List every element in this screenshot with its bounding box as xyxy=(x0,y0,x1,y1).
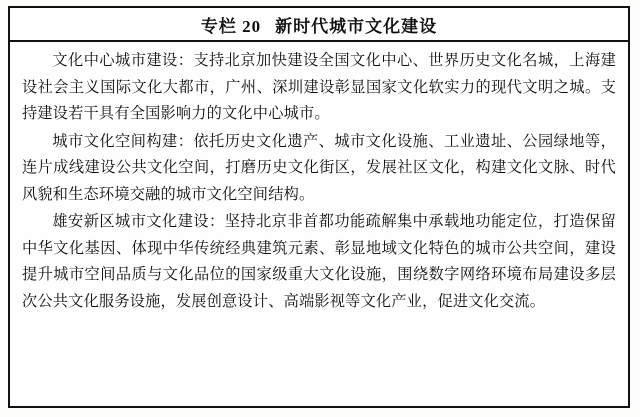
paragraph-cultural-center-cities: 文化中心城市建设：支持北京加快建设全国文化中心、世界历史文化名城，上海建设社会主义国际文化大都市，广州、深圳建设彰显国家文化软实力的现代文明之城。支持建设若干具有全国影响力的文化中心城市。 xyxy=(22,52,616,122)
callout-heading: 新时代城市文化建设 xyxy=(275,16,438,36)
callout-body xyxy=(10,42,628,320)
callout-title-bar xyxy=(10,8,628,42)
paragraph-urban-cultural-space: 城市文化空间构建：依托历史文化遗产、城市文化设施、工业遗址、公园绿地等，连片成线建设公共文化空间，打磨历史文化街区，发展社区文化，构建文化文脉、时代风貌和生态环境交融的城市文化空间结构。 xyxy=(22,132,616,203)
callout-box xyxy=(8,6,630,408)
paragraph-xiongan-new-area: 雄安新区城市文化建设：坚持北京非首都功能疏解集中承载地功能定位，打造保留中华文化基因、体现中华传统经典建筑元素、彰显地域文化特色的城市公共空间，建设提升城市空间品质与文化品位的国家级重大文化设施，围绕数字网络环境布局建设多层次公共文化服务设施，发展创意设计、高端影视等文化产业，促进文化交流。 xyxy=(22,213,616,310)
callout-number-label: 专栏 20 xyxy=(200,16,262,36)
